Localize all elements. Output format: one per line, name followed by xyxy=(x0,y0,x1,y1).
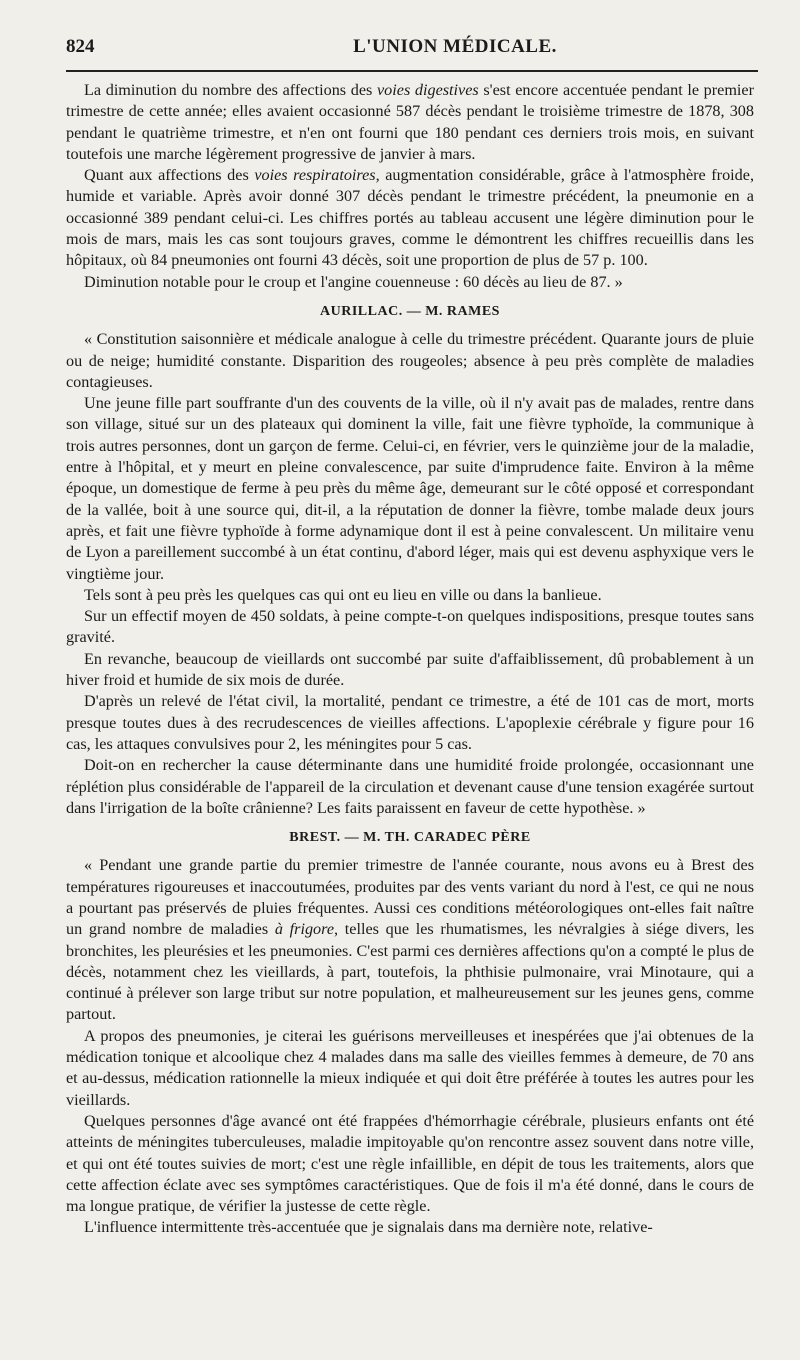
running-title: L'UNION MÉDICALE. xyxy=(353,36,557,57)
paragraph: Une jeune fille part souffrante d'un des couvents de la ville, où il n'y avait pas de malades, rentre dans son village, situé sur un des plateaux qui dominent la ville, fait une fièvre typhoïde, la communique à trois autres personnes, dont un garçon de ferme. Celui-ci, en février, vers le quinzième jour de la maladie, entre à l'hôpital, et y meurt en pleine convalescence, par suite d'imprudence faite. Environ à la même époque, un domestique de ferme à peu près du même âge, demeurant sur le côté opposé et correspondant de la vallée, boit à une source qui, dit-il, a la réputation de donner la fièvre, tombe malade deux jours après, et fait une fièvre typhoïde à forme adynamique dont il est à peine convalescent. Un militaire venu de Lyon a pareillement succombé à un état continu, d'abord léger, mais qui est devenu asphyxique vers le vingtième jour. xyxy=(66,394,754,583)
paragraph: D'après un relevé de l'état civil, la mortalité, pendant ce trimestre, a été de 101 cas de mort, morts presque toutes dues à des recrudescences de vieilles affections. L'apoplexie cérébrale y figure pour 16 cas, les attaques convulsives pour 2, les méningites pour 5 cas. xyxy=(66,692,754,753)
paragraph: Quelques personnes d'âge avancé ont été frappées d'hémorrhagie cérébrale, plusieurs enfants ont été atteints de méningites tuberculeuses, maladie impitoyable qu'on rencontre assez souvent dans notre ville, et qui ont été toutes suivies de mort; c'est une règle infaillible, en dépit de tous les traitements, alors que cette affection éclate avec ses symptômes caractéristiques. Que de fois il m'a été donné, dans le cours de ma longue pratique, de vérifier la justesse de cette règle. xyxy=(66,1111,754,1216)
header-rule xyxy=(66,70,758,72)
paragraph: Sur un effectif moyen de 450 soldats, à peine compte-t-on quelques indispositions, presque toutes sans gravité. xyxy=(66,607,754,647)
body-text xyxy=(66,80,754,1239)
paragraph: « Pendant une grande partie du premier trimestre de l'année courante, nous avons eu à Brest des températures rigoureuses et inaccoutumées, produites par des vents variant du nord à l'est, ce qui ne nous a pourtant pas préservés de pluies fréquentes. Aussi ces conditions météorologiques ont-elles fait naître un grand nombre de maladies à frigore, telles que les rhumatismes, les névralgies à siége divers, les bronchites, les pleurésies et les pneumonies. C'est parmi ces dernières affections qu'on a compté le plus de décès, notamment chez les vieillards, à part, toutefois, la phthisie pulmonaire, vrai Minotaure, qui a continué à prélever son large tribut sur notre population, et malheureusement sur les jeunes gens, comme partout. xyxy=(66,856,754,1024)
section-heading: BREST. — M. TH. CARADEC PÈRE xyxy=(289,830,531,846)
paragraph: « Constitution saisonnière et médicale analogue à celle du trimestre précédent. Quarante jours de pluie ou de neige; humidité constante. Disparition des rougeoles; absence à peu près complète de maladies contagieuses. xyxy=(66,330,754,391)
paragraph: Diminution notable pour le croup et l'angine couenneuse : 60 décès au lieu de 87. » xyxy=(84,272,623,291)
page-number: 824 xyxy=(66,36,95,57)
paragraph: En revanche, beaucoup de vieillards ont succombé par suite d'affaiblissement, dû probablement à un hiver froid et humide de six mois de durée. xyxy=(66,649,754,690)
section-heading: AURILLAC. — M. RAMES xyxy=(320,303,500,319)
paragraph: Tels sont à peu près les quelques cas qui ont eu lieu en ville ou dans la banlieue. xyxy=(84,585,602,604)
paragraph: L'influence intermittente très-accentuée que je signalais dans ma dernière note, relative- xyxy=(84,1218,653,1237)
paragraph: La diminution du nombre des affections des voies digestives s'est encore accentuée pendant le premier trimestre de cette année; elles avaient occasionné 587 décès pendant le troisième trimestre de 1878, 308 pendant le quatrième trimestre, et n'en ont fourni que 180 pendant ces derniers trois mois, en suivant toutefois une marche légèrement progressive de janvier à mars. xyxy=(66,81,754,163)
paragraph: Quant aux affections des voies respiratoires, augmentation considérable, grâce à l'atmosphère froide, humide et variable. Après avoir donné 307 décès pendant le trimestre précédent, la pneumonie en a occasionné 389 pendant celui-ci. Les chiffres portés au tableau accusent une légère diminution pour le mois de mars, mais les cas sont toujours graves, comme le démontrent les chiffres recueillis dans les hôpitaux, où 84 pneumonies ont fourni 43 décès, soit une proportion de plus de 57 p. 100. xyxy=(66,166,754,270)
paragraph: Doit-on en rechercher la cause déterminante dans une humidité froide prolongée, occasionnant une réplétion plus considérable de l'appareil de la circulation et devenant cause d'une tension exagérée surtout dans l'irrigation de la boîte crânienne? Les faits paraissent en faveur de cette hypothèse. » xyxy=(66,756,754,817)
page-header xyxy=(66,32,754,66)
paragraph: A propos des pneumonies, je citerai les guérisons merveilleuses et inespérées que j'ai obtenues de la médication tonique et alcoolique chez 4 malades dans ma salle des vieilles femmes à demeure, de 70 ans et au-dessus, médication rationnelle la mieux indiquée et qui doit être préférée à toutes les autres pour les vieillards. xyxy=(66,1026,754,1109)
